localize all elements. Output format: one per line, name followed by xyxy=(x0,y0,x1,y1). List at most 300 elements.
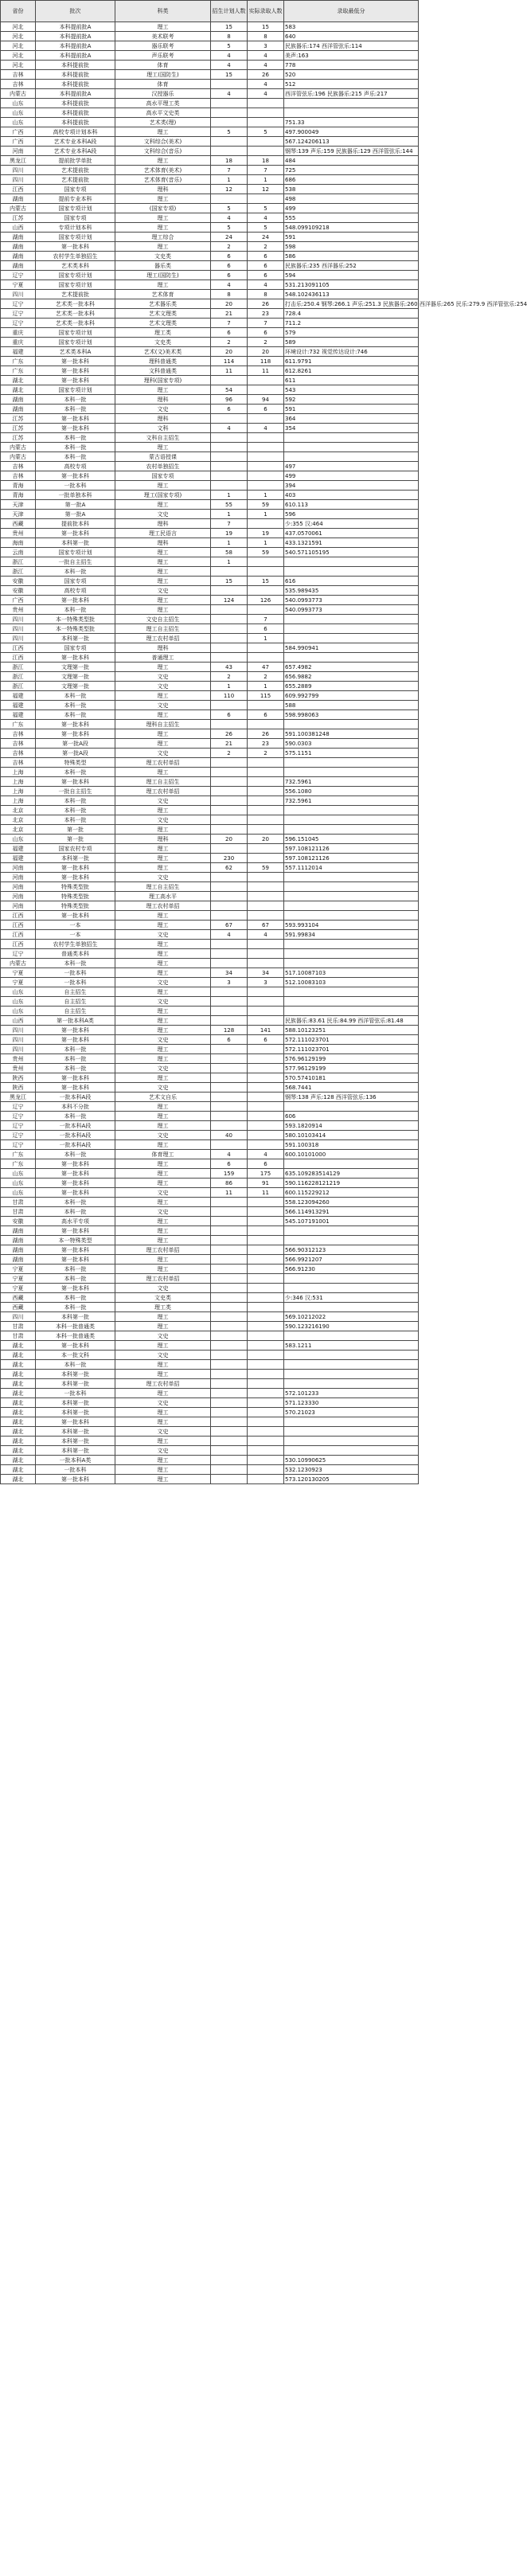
cell-planned-enrollment xyxy=(211,1226,248,1236)
cell-min-score: 497 xyxy=(284,462,419,471)
table-row xyxy=(1,1465,419,1475)
cell-planned-enrollment: 4 xyxy=(211,280,248,290)
cell-planned-enrollment xyxy=(211,414,248,424)
cell-category: 理工 xyxy=(115,1140,211,1150)
cell-actual-enrollment xyxy=(248,443,284,452)
cell-category: 理工农村单招 xyxy=(115,1274,211,1284)
table-row xyxy=(1,1408,419,1417)
cell-actual-enrollment: 5 xyxy=(248,204,284,213)
cell-category: 理工 xyxy=(115,577,211,586)
cell-category: 理工 xyxy=(115,691,211,701)
cell-category: 理工 xyxy=(115,1341,211,1351)
table-row xyxy=(1,1045,419,1054)
cell-category: 蒙古语授课 xyxy=(115,452,211,462)
cell-category: 理工 xyxy=(115,557,211,567)
cell-planned-enrollment xyxy=(211,1140,248,1150)
cell-batch: 本科一批 xyxy=(36,1303,115,1312)
cell-province: 吉林 xyxy=(1,462,36,471)
table-row xyxy=(1,510,419,519)
cell-actual-enrollment xyxy=(248,471,284,481)
cell-planned-enrollment xyxy=(211,949,248,959)
cell-planned-enrollment: 15 xyxy=(211,22,248,32)
cell-province: 湖北 xyxy=(1,1379,36,1389)
cell-category: 理工 xyxy=(115,854,211,863)
cell-province: 贵州 xyxy=(1,529,36,538)
cell-planned-enrollment xyxy=(211,1408,248,1417)
cell-category: 文史 xyxy=(115,672,211,682)
cell-batch: 本科一批 xyxy=(36,1150,115,1159)
cell-batch: 本科一批 xyxy=(36,1198,115,1207)
cell-min-score: 570.21023 xyxy=(284,1408,419,1417)
cell-province: 安徽 xyxy=(1,577,36,586)
cell-min-score: 美声:163 xyxy=(284,51,419,61)
cell-actual-enrollment: 1 xyxy=(248,538,284,548)
cell-province: 宁夏 xyxy=(1,1274,36,1284)
table-row xyxy=(1,1226,419,1236)
cell-province: 安徽 xyxy=(1,1217,36,1226)
cell-province: 山东 xyxy=(1,118,36,127)
cell-min-score: 590.123216190 xyxy=(284,1322,419,1331)
cell-min-score xyxy=(284,911,419,921)
cell-province: 湖北 xyxy=(1,385,36,395)
cell-min-score: 497.900049 xyxy=(284,127,419,137)
cell-province: 内蒙古 xyxy=(1,452,36,462)
cell-province: 浙江 xyxy=(1,663,36,672)
table-row xyxy=(1,663,419,672)
cell-category: 理工 xyxy=(115,768,211,777)
cell-category: 理工(国防生) xyxy=(115,70,211,80)
cell-province: 青海 xyxy=(1,481,36,491)
table-row xyxy=(1,959,419,968)
table-row xyxy=(1,901,419,911)
cell-batch: 第一批本科 xyxy=(36,1159,115,1169)
cell-category: 文史 xyxy=(115,796,211,806)
cell-batch: 第一批本科 xyxy=(36,1417,115,1427)
cell-min-score: 558.123094260 xyxy=(284,1198,419,1207)
cell-min-score: 596.151045 xyxy=(284,835,419,844)
cell-category: 艺术体育(美术) xyxy=(115,166,211,175)
table-row xyxy=(1,557,419,567)
cell-batch: 艺术专业本科A段 xyxy=(36,137,115,147)
cell-batch: 本科一批 xyxy=(36,796,115,806)
cell-batch: 第一批本科 xyxy=(36,863,115,873)
table-row xyxy=(1,108,419,118)
cell-category: 理工 xyxy=(115,1026,211,1035)
cell-actual-enrollment: 6 xyxy=(248,261,284,271)
cell-min-score: 512.10083103 xyxy=(284,978,419,987)
cell-actual-enrollment xyxy=(248,376,284,385)
table-body xyxy=(1,22,527,1484)
cell-planned-enrollment: 7 xyxy=(211,166,248,175)
cell-min-score xyxy=(284,1417,419,1427)
cell-batch: 艺术提前批 xyxy=(36,166,115,175)
cell-planned-enrollment: 6 xyxy=(211,405,248,414)
cell-min-score xyxy=(284,1331,419,1341)
cell-actual-enrollment xyxy=(248,1475,284,1484)
cell-actual-enrollment: 59 xyxy=(248,500,284,510)
cell-min-score xyxy=(284,99,419,108)
cell-province: 湖南 xyxy=(1,1226,36,1236)
table-row xyxy=(1,997,419,1007)
cell-min-score xyxy=(284,452,419,462)
cell-min-score xyxy=(284,634,419,643)
cell-category: 理工(国家专项) xyxy=(115,491,211,500)
cell-category: 理工 xyxy=(115,949,211,959)
cell-batch: 本科提前批 xyxy=(36,108,115,118)
cell-batch: 提前专业本科 xyxy=(36,194,115,204)
cell-min-score: 732.5961 xyxy=(284,777,419,787)
cell-batch: 普通类本科 xyxy=(36,949,115,959)
cell-batch: 艺术提前批 xyxy=(36,290,115,299)
table-row xyxy=(1,41,419,51)
table-row xyxy=(1,978,419,987)
cell-planned-enrollment: 124 xyxy=(211,596,248,605)
cell-batch: 艺术提前批 xyxy=(36,175,115,185)
cell-actual-enrollment xyxy=(248,1207,284,1217)
cell-actual-enrollment xyxy=(248,1322,284,1331)
cell-planned-enrollment xyxy=(211,796,248,806)
cell-batch: 第一批本科 xyxy=(36,1284,115,1293)
table-row xyxy=(1,452,419,462)
cell-batch: 本科一批 xyxy=(36,701,115,710)
table-row xyxy=(1,835,419,844)
table-row xyxy=(1,1255,419,1265)
cell-province: 内蒙古 xyxy=(1,89,36,99)
cell-category: 理工 xyxy=(115,1437,211,1446)
cell-planned-enrollment xyxy=(211,452,248,462)
table-row xyxy=(1,233,419,242)
cell-province: 宁夏 xyxy=(1,968,36,978)
cell-planned-enrollment xyxy=(211,1331,248,1341)
cell-actual-enrollment: 4 xyxy=(248,80,284,89)
cell-min-score xyxy=(284,443,419,452)
cell-actual-enrollment xyxy=(248,1045,284,1054)
cell-category: 理工 xyxy=(115,1312,211,1322)
cell-batch: 国家专项计划 xyxy=(36,271,115,280)
cell-planned-enrollment xyxy=(211,701,248,710)
cell-category: 文史 xyxy=(115,1398,211,1408)
table-row xyxy=(1,1007,419,1016)
cell-category: 理工 xyxy=(115,1159,211,1169)
cell-actual-enrollment: 1 xyxy=(248,634,284,643)
cell-category: 文史 xyxy=(115,1284,211,1293)
cell-min-score xyxy=(284,433,419,443)
table-row xyxy=(1,911,419,921)
table-row xyxy=(1,1265,419,1274)
cell-actual-enrollment xyxy=(248,1198,284,1207)
cell-batch: 本科一批 xyxy=(36,1064,115,1073)
cell-planned-enrollment xyxy=(211,911,248,921)
cell-planned-enrollment: 110 xyxy=(211,691,248,701)
cell-batch: 第一批本科 xyxy=(36,366,115,376)
table-row xyxy=(1,1312,419,1322)
table-row xyxy=(1,921,419,930)
cell-batch: 艺术类本科A xyxy=(36,347,115,357)
cell-planned-enrollment: 19 xyxy=(211,529,248,538)
table-row xyxy=(1,1370,419,1379)
table-row xyxy=(1,1083,419,1093)
cell-province: 湖北 xyxy=(1,1408,36,1417)
cell-province: 内蒙古 xyxy=(1,204,36,213)
cell-min-score xyxy=(284,1303,419,1312)
cell-min-score: 567.124206113 xyxy=(284,137,419,147)
cell-batch: 第一批A xyxy=(36,510,115,519)
table-row xyxy=(1,519,419,529)
table-row xyxy=(1,1102,419,1112)
cell-category: 艺术类(理) xyxy=(115,118,211,127)
cell-actual-enrollment: 6 xyxy=(248,271,284,280)
cell-province: 广西 xyxy=(1,127,36,137)
cell-province: 河南 xyxy=(1,863,36,873)
cell-min-score: 570.57410181 xyxy=(284,1073,419,1083)
cell-planned-enrollment xyxy=(211,1351,248,1360)
cell-actual-enrollment xyxy=(248,1236,284,1245)
cell-planned-enrollment: 62 xyxy=(211,863,248,873)
cell-actual-enrollment xyxy=(248,873,284,882)
cell-actual-enrollment xyxy=(248,1389,284,1398)
cell-province: 福建 xyxy=(1,701,36,710)
cell-province: 内蒙古 xyxy=(1,959,36,968)
table-row xyxy=(1,605,419,615)
cell-planned-enrollment xyxy=(211,1398,248,1408)
cell-province: 河北 xyxy=(1,51,36,61)
cell-actual-enrollment xyxy=(248,452,284,462)
cell-province: 广西 xyxy=(1,596,36,605)
cell-min-score: 573.120130205 xyxy=(284,1475,419,1484)
cell-category: 理科 xyxy=(115,643,211,653)
cell-min-score: 725 xyxy=(284,166,419,175)
cell-planned-enrollment: 2 xyxy=(211,749,248,758)
cell-province: 云南 xyxy=(1,548,36,557)
header-planned-enrollment: 招生计划人数 xyxy=(211,1,248,22)
cell-planned-enrollment: 4 xyxy=(211,51,248,61)
table-row xyxy=(1,729,419,739)
cell-province: 湖北 xyxy=(1,1398,36,1408)
cell-category: 艺术器乐类 xyxy=(115,299,211,309)
table-row xyxy=(1,1169,419,1179)
cell-planned-enrollment: 114 xyxy=(211,357,248,366)
cell-batch: 特殊类型批 xyxy=(36,901,115,911)
cell-batch: 本科提前批 xyxy=(36,70,115,80)
cell-min-score: 611 xyxy=(284,376,419,385)
cell-actual-enrollment xyxy=(248,108,284,118)
cell-category: 理工 xyxy=(115,22,211,32)
cell-actual-enrollment xyxy=(248,1360,284,1370)
table-row xyxy=(1,1064,419,1073)
cell-batch: 第一批A段 xyxy=(36,749,115,758)
table-row xyxy=(1,1093,419,1102)
cell-actual-enrollment xyxy=(248,462,284,471)
cell-province: 湖北 xyxy=(1,1427,36,1437)
cell-category: 文史 xyxy=(115,873,211,882)
table-row xyxy=(1,194,419,204)
cell-batch: 第一批本科A类 xyxy=(36,1016,115,1026)
table-row xyxy=(1,1159,419,1169)
cell-province: 辽宁 xyxy=(1,309,36,319)
cell-planned-enrollment xyxy=(211,147,248,156)
cell-batch: 本科提前批A xyxy=(36,51,115,61)
cell-province: 黑龙江 xyxy=(1,156,36,166)
cell-category: 理工民语言 xyxy=(115,529,211,538)
cell-batch: 本科一批普通类 xyxy=(36,1322,115,1331)
cell-batch: 第一批本科 xyxy=(36,777,115,787)
cell-actual-enrollment xyxy=(248,1351,284,1360)
cell-actual-enrollment: 20 xyxy=(248,835,284,844)
cell-min-score: 民族器乐:235 西洋器乐:252 xyxy=(284,261,419,271)
cell-min-score xyxy=(284,987,419,997)
cell-batch: 本科第一批 xyxy=(36,1437,115,1446)
cell-province: 山西 xyxy=(1,223,36,233)
cell-category: 体育 xyxy=(115,80,211,89)
cell-category: 理工农村单招 xyxy=(115,1379,211,1389)
cell-batch: 本科提前批 xyxy=(36,99,115,108)
table-row xyxy=(1,1198,419,1207)
table-row xyxy=(1,357,419,366)
cell-min-score: 588 xyxy=(284,701,419,710)
cell-batch: 文理第一批 xyxy=(36,663,115,672)
cell-province: 辽宁 xyxy=(1,1102,36,1112)
cell-category: 理工 xyxy=(115,1236,211,1245)
cell-min-score xyxy=(284,959,419,968)
cell-planned-enrollment xyxy=(211,844,248,854)
cell-actual-enrollment xyxy=(248,643,284,653)
table-row xyxy=(1,1456,419,1465)
cell-batch: 本科一批 xyxy=(36,710,115,720)
cell-batch: 本一特殊类型 xyxy=(36,1236,115,1245)
cell-min-score: 588.10123251 xyxy=(284,1026,419,1035)
cell-province: 湖北 xyxy=(1,1341,36,1351)
header-province: 省份 xyxy=(1,1,36,22)
cell-planned-enrollment: 1 xyxy=(211,510,248,519)
table-row xyxy=(1,1026,419,1035)
cell-batch: 一批单独本科 xyxy=(36,491,115,500)
table-row xyxy=(1,1140,419,1150)
table-row xyxy=(1,1398,419,1408)
cell-batch: 第一批本科 xyxy=(36,1169,115,1179)
cell-batch: 本科一批 xyxy=(36,959,115,968)
cell-min-score: 598 xyxy=(284,242,419,252)
table-row xyxy=(1,873,419,882)
cell-planned-enrollment xyxy=(211,1417,248,1427)
table-row xyxy=(1,930,419,940)
table-row xyxy=(1,538,419,548)
cell-planned-enrollment xyxy=(211,901,248,911)
cell-batch: 本科一批 xyxy=(36,1265,115,1274)
cell-min-score: 572.111023701 xyxy=(284,1035,419,1045)
cell-actual-enrollment xyxy=(248,1007,284,1016)
cell-planned-enrollment: 18 xyxy=(211,156,248,166)
cell-min-score: 579 xyxy=(284,328,419,338)
cell-province: 宁夏 xyxy=(1,1265,36,1274)
cell-actual-enrollment: 4 xyxy=(248,61,284,70)
cell-actual-enrollment: 1 xyxy=(248,175,284,185)
table-row xyxy=(1,758,419,768)
cell-batch: 第一批本科 xyxy=(36,1179,115,1188)
cell-batch: 国家专项计划 xyxy=(36,280,115,290)
cell-actual-enrollment: 2 xyxy=(248,749,284,758)
cell-category: 理科 xyxy=(115,835,211,844)
cell-planned-enrollment: 8 xyxy=(211,290,248,299)
cell-category: 理科 xyxy=(115,538,211,548)
cell-batch: 本科第一批 xyxy=(36,1370,115,1379)
table-row xyxy=(1,1284,419,1293)
table-row xyxy=(1,481,419,491)
table-row xyxy=(1,127,419,137)
cell-province: 四川 xyxy=(1,166,36,175)
cell-province: 内蒙古 xyxy=(1,443,36,452)
cell-province: 山东 xyxy=(1,835,36,844)
cell-actual-enrollment: 1 xyxy=(248,510,284,519)
cell-category: 理科 xyxy=(115,185,211,194)
cell-planned-enrollment: 230 xyxy=(211,854,248,863)
cell-min-score: 540.0993773 xyxy=(284,605,419,615)
cell-planned-enrollment xyxy=(211,462,248,471)
cell-min-score xyxy=(284,1360,419,1370)
table-row xyxy=(1,710,419,720)
cell-batch: 第一批本科 xyxy=(36,1475,115,1484)
cell-category: 理工 xyxy=(115,1408,211,1417)
cell-category: 理工 xyxy=(115,567,211,577)
cell-province: 上海 xyxy=(1,796,36,806)
table-row xyxy=(1,1054,419,1064)
header-row xyxy=(1,1,419,22)
cell-min-score: 592 xyxy=(284,395,419,405)
cell-province: 四川 xyxy=(1,615,36,624)
table-row xyxy=(1,1351,419,1360)
table-row xyxy=(1,1131,419,1140)
cell-actual-enrollment: 11 xyxy=(248,366,284,376)
cell-planned-enrollment xyxy=(211,768,248,777)
cell-province: 四川 xyxy=(1,290,36,299)
cell-province: 宁夏 xyxy=(1,978,36,987)
cell-min-score: 543 xyxy=(284,385,419,395)
cell-batch: 本科一批 xyxy=(36,605,115,615)
cell-min-score: 591 xyxy=(284,405,419,414)
cell-planned-enrollment: 12 xyxy=(211,185,248,194)
cell-actual-enrollment xyxy=(248,1446,284,1456)
table-row xyxy=(1,175,419,185)
cell-actual-enrollment xyxy=(248,815,284,825)
cell-actual-enrollment xyxy=(248,1274,284,1284)
cell-category: 艺术体育 xyxy=(115,290,211,299)
cell-province: 青海 xyxy=(1,491,36,500)
cell-min-score xyxy=(284,892,419,901)
cell-planned-enrollment: 4 xyxy=(211,89,248,99)
table-row xyxy=(1,1188,419,1198)
cell-planned-enrollment xyxy=(211,586,248,596)
cell-actual-enrollment xyxy=(248,1064,284,1073)
cell-actual-enrollment xyxy=(248,519,284,529)
cell-province: 江苏 xyxy=(1,433,36,443)
cell-province: 湖北 xyxy=(1,1456,36,1465)
cell-category: 艺术文理类 xyxy=(115,309,211,319)
table-row xyxy=(1,137,419,147)
cell-category: 理科自主招生 xyxy=(115,720,211,729)
cell-category: 文史 xyxy=(115,997,211,1007)
cell-batch: 第一批本科 xyxy=(36,424,115,433)
cell-min-score: 686 xyxy=(284,175,419,185)
cell-province: 河北 xyxy=(1,22,36,32)
cell-min-score: 394 xyxy=(284,481,419,491)
cell-min-score: 517.10087103 xyxy=(284,968,419,978)
cell-batch: 自主招生 xyxy=(36,1007,115,1016)
cell-min-score xyxy=(284,758,419,768)
cell-actual-enrollment xyxy=(248,997,284,1007)
cell-planned-enrollment xyxy=(211,1360,248,1370)
cell-min-score: 512 xyxy=(284,80,419,89)
cell-batch: 一批自主招生 xyxy=(36,557,115,567)
cell-actual-enrollment: 126 xyxy=(248,596,284,605)
